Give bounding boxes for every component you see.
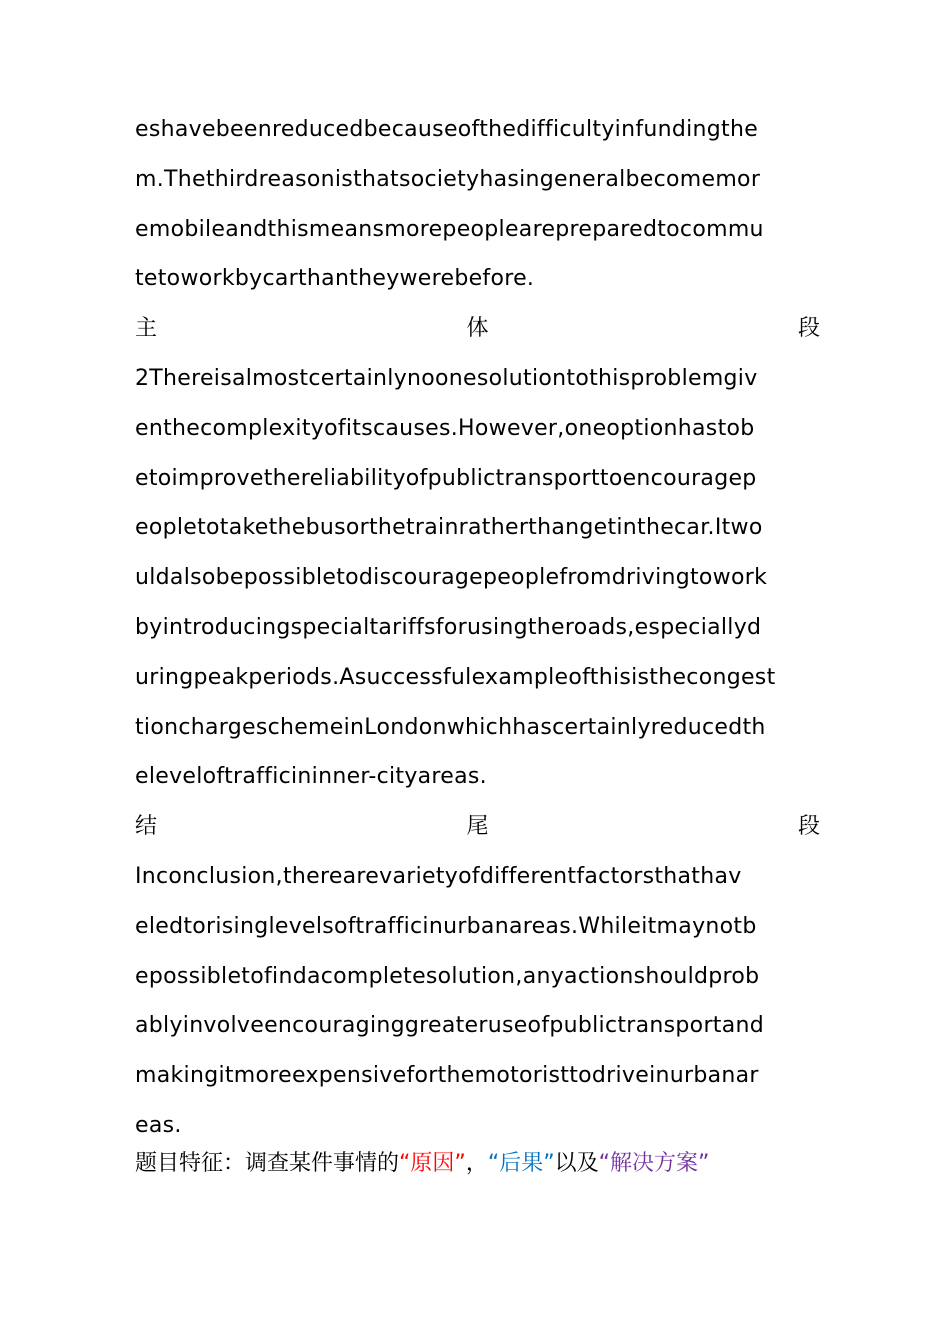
text-line: epossibletofindacompletesolution,anyactionshouldprob — [135, 963, 760, 989]
text-line: ablyinvolveencouraginggreateruseofpublictransportand — [135, 1013, 764, 1039]
paragraph-body2 — [135, 354, 820, 802]
term-solutions: “解决方案” — [598, 1150, 710, 1176]
text-line: etoimprovethereliabilityofpublictransporttoencouragep — [135, 465, 757, 491]
text-line: tetoworkbycarthantheywerebefore. — [135, 266, 535, 292]
note-prefix: 题目特征：调查某件事情的 — [135, 1150, 400, 1176]
text-line: byintroducingspecialtariffsforusingtheroads,especiallyd — [135, 614, 762, 640]
text-line: eopletotakethebusorthetrainratherthangetinthecar.Itwo — [135, 515, 763, 541]
heading-char: 主 — [135, 316, 158, 342]
text-line: eas. — [135, 1112, 182, 1138]
text-line: eledtorisinglevelsoftrafficinurbanareas.Whileitmaynotb — [135, 913, 757, 939]
text-line: eshavebeenreducedbecauseofthedifficultyinfundingthe — [135, 117, 759, 142]
paragraph-conclusion — [135, 852, 820, 1151]
document-page — [135, 105, 820, 1181]
text-line: eleveloftrafficininner-cityareas. — [135, 764, 487, 790]
heading-char: 段 — [797, 316, 820, 342]
note-separator: ， — [465, 1150, 488, 1176]
note-connector: 以及 — [554, 1150, 599, 1176]
heading-char: 体 — [466, 316, 489, 342]
heading-conclusion — [135, 802, 820, 852]
text-line: emobileandthismeansmorepeoplearepreparedtocommu — [135, 216, 764, 242]
text-line: enthecomplexityofitscauses.However,oneoptionhastob — [135, 415, 755, 441]
heading-char: 段 — [797, 814, 820, 840]
text-line: Inconclusion,therearevarietyofdifferentfactorsthathav — [135, 863, 742, 889]
paragraph-body1-end — [135, 105, 820, 304]
text-line: uldalsobepossibletodiscouragepeoplefromdrivingtowork — [135, 565, 768, 591]
heading-body-paragraph-2 — [135, 304, 820, 354]
heading-char: 尾 — [466, 814, 489, 840]
heading-char: 结 — [135, 814, 158, 840]
text-line: 2Thereisalmostcertainlynoonesolutiontothisproblemgiv — [135, 365, 758, 391]
text-line: uringpeakperiods.Asuccessfulexampleofthisisthecongest — [135, 664, 776, 690]
term-consequences: “后果” — [487, 1150, 555, 1176]
term-causes: “原因” — [399, 1150, 466, 1176]
question-feature-note — [135, 1147, 820, 1181]
text-line: tionchargeschemeinLondonwhichhascertainlyreducedth — [135, 714, 766, 740]
text-line: makingitmoreexpensiveforthemotoristtodriveinurbanar — [135, 1063, 759, 1089]
text-line: m.Thethirdreasonisthatsocietyhasingeneralbecomemor — [135, 166, 761, 192]
